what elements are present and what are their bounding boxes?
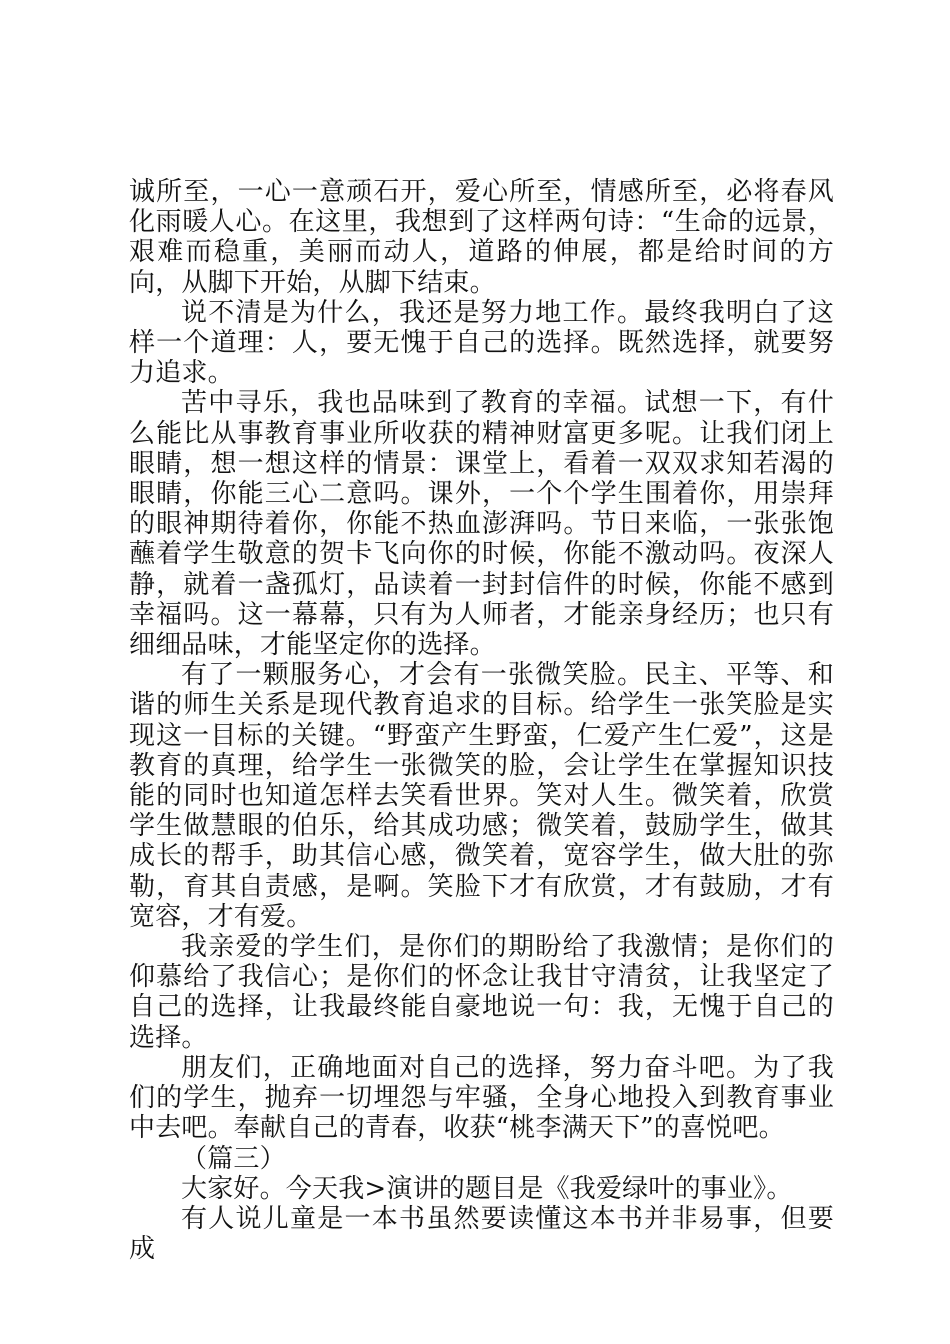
paragraph-2: 说不清是为什么，我还是努力地工作。最终我明白了这样一个道理：人，要无愧于自己的选择。既然选择，就要努力追求。 — [129, 297, 834, 389]
document-body — [129, 177, 834, 1264]
paragraph-6: 朋友们，正确地面对自己的选择，努力奋斗吧。为了我们的学生，抛弃一切埋怨与牢骚，全身心地投入到教育事业中去吧。奉献自己的青春，收获“桃李满天下”的喜悦吧。 — [129, 1052, 834, 1144]
paragraph-3: 苦中寻乐，我也品味到了教育的幸福。试想一下，有什么能比从事教育事业所收获的精神财富更多呢。让我们闭上眼睛，想一想这样的情景：课堂上，看着一双双求知若渴的眼睛，你能三心二意吗。课外，一个个学生围着你，用崇拜的眼神期待着你，你能不热血澎湃吗。节日来临，一张张饱蘸着学生敬意的贺卡飞向你的时候，你能不激动吗。夜深人静，就着一盏孤灯，品读着一封封信件的时候，你能不感到幸福吗。这一幕幕，只有为人师者，才能亲身经历；也只有细细品味，才能坚定你的选择。 — [129, 388, 834, 661]
section-heading: （篇三） — [181, 1143, 286, 1174]
paragraph-8: 有人说儿童是一本书虽然要读懂这本书并非易事，但要成 — [129, 1203, 834, 1265]
paragraph-5: 我亲爱的学生们，是你们的期盼给了我激情；是你们的仰慕给了我信心；是你们的怀念让我甘守清贫，让我坚定了自己的选择，让我最终能自豪地说一句：我，无愧于自己的选择。 — [129, 932, 834, 1053]
paragraph-1: 诚所至，一心一意顽石开，爱心所至，情感所至，必将春风化雨暖人心。在这里，我想到了这样两句诗：“生命的远景，艰难而稳重，美丽而动人，道路的伸展，都是给时间的方向，从脚下开始，从脚下结束。 — [129, 177, 834, 298]
paragraph-7: 大家好。今天我>演讲的题目是《我爱绿叶的事业》。 — [181, 1173, 793, 1204]
paragraph-4: 有了一颗服务心，才会有一张微笑脸。民主、平等、和谐的师生关系是现代教育追求的目标。给学生一张笑脸是实现这一目标的关键。“野蛮产生野蛮，仁爱产生仁爱”，这是教育的真理，给学生一张微笑的脸，会让学生在掌握知识技能的同时也知道怎样去笑看世界。笑对人生。微笑着，欣赏学生做慧眼的伯乐，给其成功感；微笑着，鼓励学生，做其成长的帮手，助其信心感，微笑着，宽容学生，做大肚的弥勒，育其自责感，是啊。笑脸下才有欣赏，才有鼓励，才有宽容，才有爱。 — [129, 660, 834, 932]
